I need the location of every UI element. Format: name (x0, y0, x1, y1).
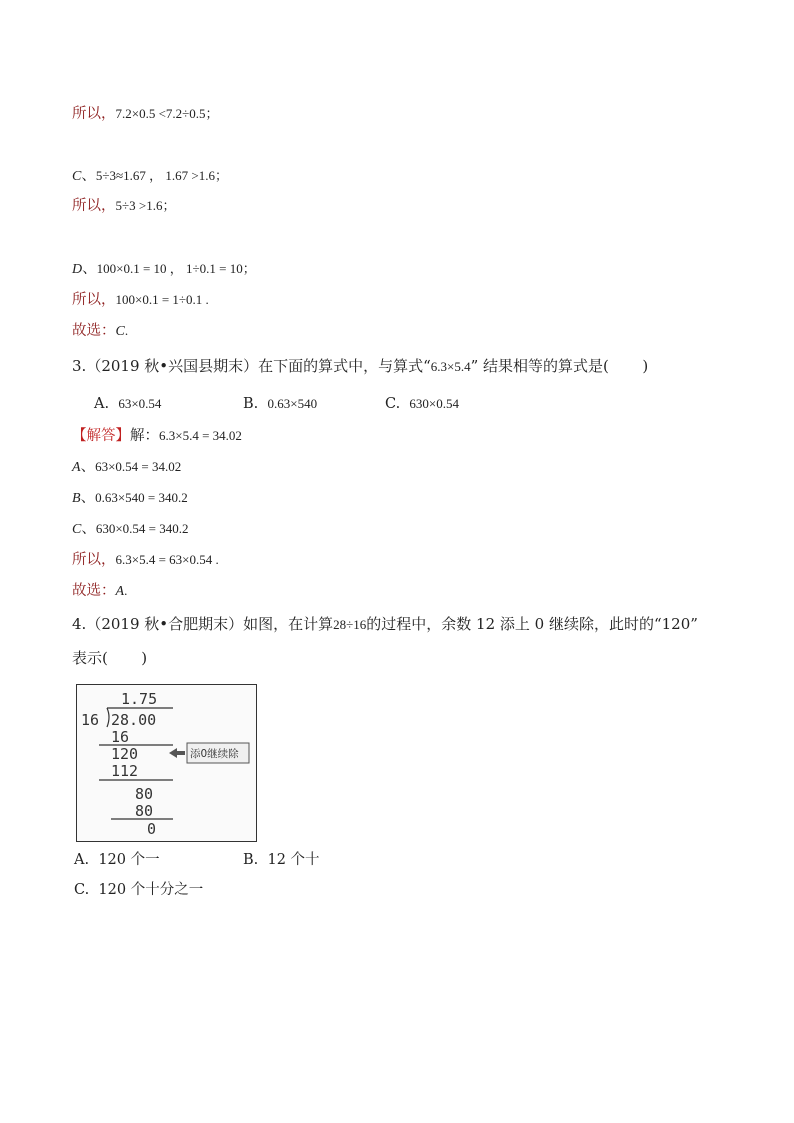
period: . (124, 323, 129, 338)
prefix-text: 所以， (72, 198, 116, 214)
answer-blank (609, 357, 642, 375)
row-2-text: 120 (111, 745, 139, 763)
quotient-text: 1.75 (121, 690, 158, 708)
question-text: 在下面的算式中，与算式“ (258, 357, 431, 375)
solution-line-2 (72, 166, 228, 187)
math-expression: 100×0.1 = 10 ， 1÷0.1 = 10； (96, 261, 256, 276)
question-number: 4. (72, 615, 87, 633)
option-letter: D (72, 262, 83, 277)
row-6-text: 0 (147, 820, 157, 838)
answer-letter: C (115, 324, 125, 339)
question-expression: 6.3×5.4 (430, 359, 471, 374)
separator: 、 (81, 168, 96, 184)
q3-step-a: A、63×0.54 = 34.02 (72, 459, 182, 475)
solution-line-1 (72, 104, 219, 124)
q3-option-a: A. 63×0.54 (94, 396, 162, 412)
answer-blank (108, 649, 141, 667)
q4-option-c: C. 120 个十分之一 (74, 882, 204, 898)
q4-option-a: A. 120 个一 (74, 852, 160, 868)
solution-line-5 (72, 290, 209, 310)
q3-step-b: B、0.63×540 = 340.2 (72, 490, 188, 506)
question-text: ” 结果相等的算式是( (470, 357, 609, 375)
separator: 、 (82, 261, 97, 277)
prefix-text: 故选： (72, 583, 116, 599)
question-expression: 28÷16 (333, 617, 367, 632)
bracket-close: ) (642, 357, 649, 375)
bracket-close: ) (141, 649, 148, 667)
prefix-text: 所以， (72, 552, 116, 568)
arrow-left-icon (169, 748, 185, 758)
question-text: 表示( (72, 649, 108, 667)
option-letter: C (72, 169, 82, 184)
math-expression: 7.2×0.5 <7.2÷0.5； (115, 106, 219, 121)
question-3 (72, 356, 648, 377)
solution-line-4 (72, 259, 256, 280)
dividend-text: 28.00 (111, 711, 157, 729)
prefix-text: 故选： (72, 323, 116, 339)
question-4-cont (72, 648, 147, 668)
q3-option-b: B. 0.63×540 (243, 396, 318, 412)
q4-option-b: B. 12 个十 (243, 852, 320, 868)
callout-text: 添0继续除 (190, 748, 239, 760)
question-text: 如图，在计算 (243, 615, 334, 633)
question-text: 的过程中，余数 12 添上 0 继续除，此时的“120” (366, 615, 698, 633)
question-number: 3. (72, 357, 87, 375)
math-expression: 100×0.1 = 1÷0.1 . (115, 292, 209, 307)
q3-conclusion (72, 550, 219, 570)
question-4 (72, 614, 698, 635)
q3-option-c: C. 630×0.54 (385, 396, 459, 412)
answer-tag: 【解答】 (72, 428, 130, 444)
question-source: （2019 秋•兴国县期末） (86, 357, 259, 375)
math-expression: 5÷3 >1.6； (115, 198, 176, 213)
prefix-text: 所以， (72, 292, 116, 308)
long-division-svg (77, 685, 256, 841)
division-bracket (107, 708, 109, 727)
row-1-text: 16 (111, 728, 130, 746)
math-expression: 6.3×5.4 = 63×0.54 . (115, 552, 219, 567)
divisor-text: 16 (81, 711, 100, 729)
row-4-text: 80 (135, 785, 154, 803)
q3-step-c: C、630×0.54 = 340.2 (72, 521, 189, 537)
math-expression: 6.3×5.4 = 34.02 (159, 428, 242, 443)
solution-line-6 (72, 321, 128, 342)
row-5-text: 80 (135, 802, 154, 820)
q3-choice (72, 581, 127, 602)
long-division-figure (76, 684, 257, 842)
answer-prefix: 解： (130, 428, 159, 444)
question-source: （2019 秋•合肥期末） (86, 615, 244, 633)
period: . (124, 583, 128, 598)
row-3-text: 112 (111, 762, 139, 780)
solution-line-3 (72, 196, 175, 216)
answer-letter: A (115, 584, 125, 599)
q3-answer-header (72, 426, 242, 446)
math-expression: 5÷3≈1.67 ， 1.67 >1.6； (95, 168, 228, 183)
prefix-text: 所以， (72, 106, 116, 122)
